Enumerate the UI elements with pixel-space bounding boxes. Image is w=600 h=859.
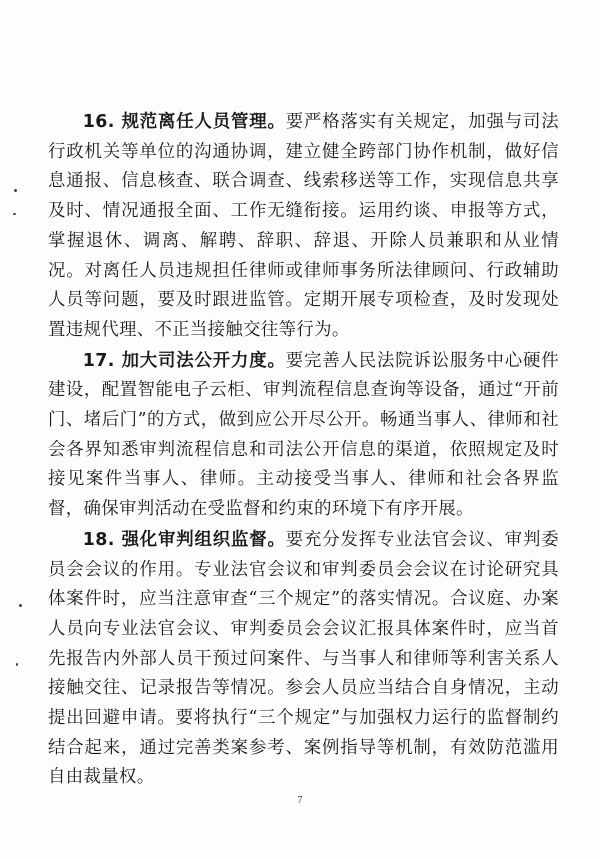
paragraph-heading: 16. 规范离任人员管理。: [82, 112, 286, 132]
scan-speck: [14, 189, 17, 192]
paragraph-text: 要充分发挥专业法官会议、审判委员会会议的作用。专业法官会议和审判委员会会议在讨论研究具体案件时，应当注意审查“三个规定”的落实情况。合议庭、办案人员向专业法官会议、审判委员会会议汇报具体案件时，应当首先报告内外部人员干预过问案件、与当事人和律师等利害关系人接触交往、记录报告等情况。参会人员应当结合自身情况，主动提出回避申请。要将执行“三个规定”与加强权力运行的监督制约结合起来，通过完善类案参考、案例指导等机制，有效防范滥用自由裁量权。: [48, 529, 559, 788]
paragraph-17: [48, 347, 559, 525]
paragraph-18: [48, 526, 559, 793]
paragraph-text: 要完善人民法院诉讼服务中心硬件建设，配置智能电子云柜、审判流程信息查询等设备，通过“开前门、堵后门”的方式，做到应公开尽公开。畅通当事人、律师和社会各界知悉审判流程信息和司法公开信息的渠道，依照规定及时接见案件当事人、律师。主动接受当事人、律师和社会各界监督，确保审判活动在受监督和约束的环境下有序开展。: [48, 350, 559, 520]
paragraph-text: 要严格落实有关规定，加强与司法行政机关等单位的沟通协调，建立健全跨部门协作机制，做好信息通报、信息核查、联合调查、线索移送等工作，实现信息共享及时、情况通报全面、工作无缝衔接。运用约谈、申报等方式，掌握退休、调离、解聘、辞职、辞退、开除人员兼职和从业情况。对离任人员违规担任律师或律师事务所法律顾问、行政辅助人员等问题，要及时跟进监管。定期开展专项检查，及时发现处置违规代理、不正当接触交往等行为。: [48, 112, 559, 340]
page-number: 7: [297, 795, 303, 806]
paragraph-heading: 17. 加大司法公开力度。: [82, 350, 286, 371]
scan-speck: [13, 213, 16, 215]
document-body: [48, 108, 559, 794]
scan-speck: [19, 604, 22, 607]
scan-speck: [16, 663, 18, 666]
paragraph-16: [48, 108, 559, 346]
paragraph-heading: 18. 强化审判组织监督。: [82, 529, 286, 550]
